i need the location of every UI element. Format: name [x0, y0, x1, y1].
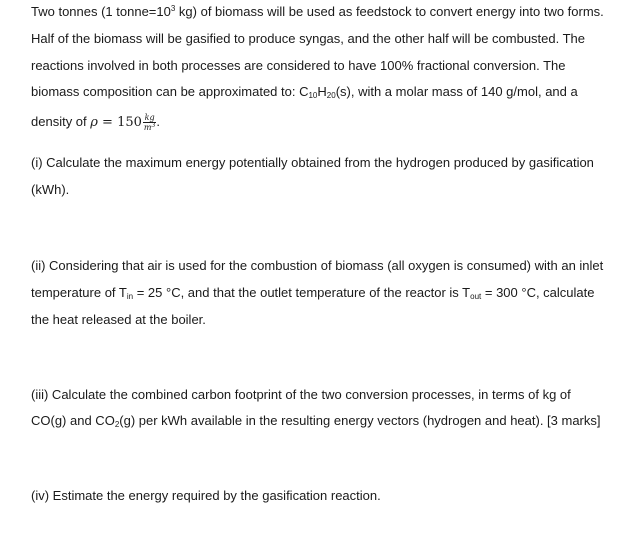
period: .: [156, 113, 160, 129]
question-2-line-3: [31, 312, 206, 328]
intro-line-5: [31, 113, 160, 132]
question-text: (i) Calculate the maximum energy potentially obtained from the hydrogen produced by gasification: [31, 155, 594, 170]
question-3-line-1: [31, 387, 571, 403]
question-1-line-2: [31, 182, 69, 198]
intro-text: H: [317, 84, 327, 99]
question-text: temperature of T: [31, 285, 127, 300]
question-text: (ii) Considering that air is used for the combustion of biomass (all oxygen is consumed) with an inlet: [31, 258, 604, 273]
question-text: CO(g) and CO: [31, 413, 115, 428]
intro-line-3: [31, 58, 566, 74]
unit-denominator: [143, 123, 156, 132]
exponent: 3: [170, 4, 176, 13]
density-value: = 150: [97, 114, 142, 130]
question-2-line-2: [31, 285, 595, 301]
intro-line-1: [31, 4, 604, 20]
question-text: (kWh).: [31, 182, 70, 197]
question-text: (iv) Estimate the energy required by the gasification reaction.: [31, 488, 381, 503]
question-text: (g) per kWh available in the resulting energy vectors (hydrogen and heat). [3 marks]: [119, 413, 601, 428]
question-4-line-1: [31, 488, 381, 504]
subscript: 2: [114, 420, 120, 429]
question-text: the heat released at the boiler.: [31, 312, 206, 327]
intro-line-2: [31, 31, 585, 47]
subscript: in: [126, 292, 134, 301]
unit-denominator-text: m: [143, 123, 152, 132]
intro-text: (s), with a molar mass of 140 g/mol, and a: [335, 84, 578, 99]
intro-text: Half of the biomass will be gasified to produce syngas, and the other half will be combusted. The: [31, 31, 586, 46]
subscript: 20: [326, 91, 336, 100]
question-1-line-1: [31, 155, 594, 171]
density-unit-fraction: [143, 113, 156, 132]
question-text: = 25 °C, and that the outlet temperature of the reactor is T: [133, 285, 471, 300]
question-3-line-2: [31, 413, 601, 429]
intro-text: density of: [31, 113, 91, 129]
exponent: 3: [151, 122, 156, 129]
subscript: out: [470, 292, 482, 301]
unit-numerator: kg: [144, 113, 155, 122]
intro-text: reactions involved in both processes are considered to have 100% fractional conversion. The: [31, 58, 566, 73]
question-text: = 300 °C, calculate: [481, 285, 595, 300]
subscript: 10: [308, 91, 318, 100]
intro-text: kg) of biomass will be used as feedstock to convert energy into two forms.: [175, 4, 604, 19]
question-text: (iii) Calculate the combined carbon footprint of the two conversion processes, in terms of kg of: [31, 387, 571, 402]
intro-text: biomass composition can be approximated to: C: [31, 84, 309, 99]
intro-line-4: [31, 84, 578, 100]
question-2-line-1: [31, 258, 603, 274]
intro-text: Two tonnes (1 tonne=10: [31, 4, 171, 19]
density-symbol: ρ: [90, 114, 98, 130]
